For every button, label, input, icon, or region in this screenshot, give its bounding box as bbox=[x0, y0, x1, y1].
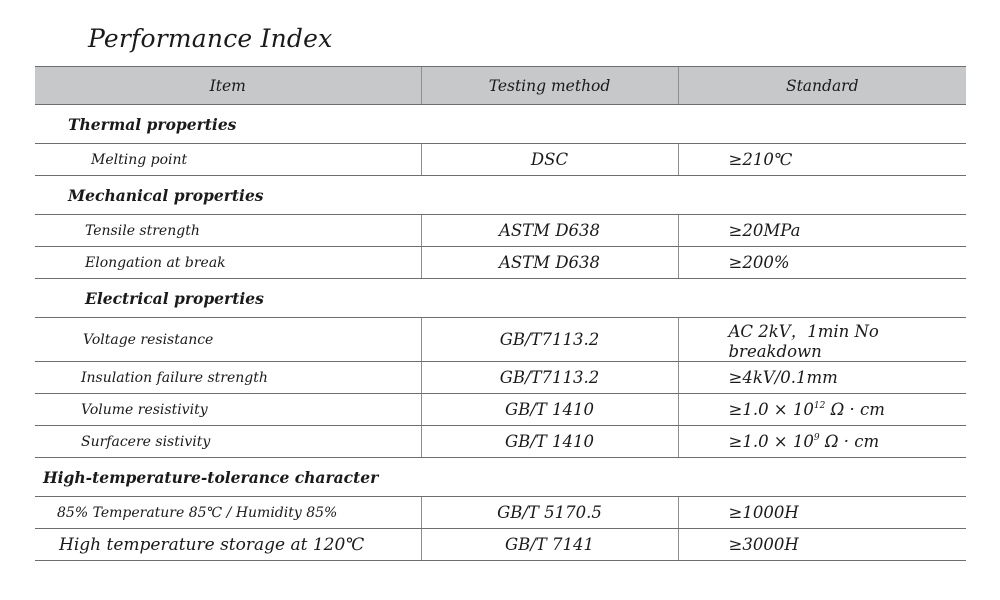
row-method: GB/T 1410 bbox=[421, 394, 678, 426]
row-item: Elongation at break bbox=[35, 247, 421, 279]
table-row bbox=[35, 247, 966, 279]
row-standard: ≥1000H bbox=[678, 497, 966, 529]
row-method: ASTM D638 bbox=[421, 247, 678, 279]
row-standard: ≥200% bbox=[678, 247, 966, 279]
row-method: GB/T 5170.5 bbox=[421, 497, 678, 529]
standard-unit: Ω · cm bbox=[830, 400, 885, 419]
row-item: Insulation failure strength bbox=[35, 362, 421, 394]
table-row bbox=[35, 362, 966, 394]
row-item: Voltage resistance bbox=[35, 318, 421, 362]
section-row-thermal bbox=[35, 105, 966, 144]
standard-unit: Ω · cm bbox=[824, 432, 880, 451]
row-standard bbox=[678, 426, 966, 458]
table-row bbox=[35, 318, 966, 362]
performance-table bbox=[35, 66, 966, 561]
table-header-row bbox=[35, 67, 966, 105]
standard-exponent: 12 bbox=[813, 401, 826, 411]
row-standard: ≥210℃ bbox=[678, 144, 966, 176]
row-method: GB/T 1410 bbox=[421, 426, 678, 458]
row-item: High temperature storage at 120℃ bbox=[35, 529, 421, 561]
section-thermal-label: Thermal properties bbox=[35, 105, 966, 144]
page-title: Performance Index bbox=[88, 24, 333, 53]
header-standard: Standard bbox=[678, 67, 966, 105]
row-item: 85% Temperature 85℃ / Humidity 85% bbox=[35, 497, 421, 529]
row-method: ASTM D638 bbox=[421, 215, 678, 247]
table-row bbox=[35, 215, 966, 247]
row-standard bbox=[678, 394, 966, 426]
header-item: Item bbox=[35, 67, 421, 105]
row-standard: AC 2kV，1min No breakdown bbox=[678, 318, 966, 362]
standard-base: ≥1.0 × 10 bbox=[728, 400, 814, 419]
section-row-high-temp bbox=[35, 458, 966, 497]
row-method: GB/T7113.2 bbox=[421, 318, 678, 362]
table-row bbox=[35, 426, 966, 458]
section-high-temp-label: High-temperature-tolerance character bbox=[35, 458, 966, 497]
row-standard: ≥3000H bbox=[678, 529, 966, 561]
row-item: Surfacere sistivity bbox=[35, 426, 421, 458]
section-mechanical-label: Mechanical properties bbox=[35, 176, 966, 215]
row-item: Tensile strength bbox=[35, 215, 421, 247]
row-method: GB/T7113.2 bbox=[421, 362, 678, 394]
section-row-electrical bbox=[35, 279, 966, 318]
table-row bbox=[35, 529, 966, 561]
table-row bbox=[35, 497, 966, 529]
row-method: GB/T 7141 bbox=[421, 529, 678, 561]
header-testing-method: Testing method bbox=[421, 67, 678, 105]
row-standard: ≥4kV/0.1mm bbox=[678, 362, 966, 394]
standard-exponent: 9 bbox=[813, 433, 820, 443]
table-row bbox=[35, 394, 966, 426]
row-item: Melting point bbox=[35, 144, 421, 176]
section-electrical-label: Electrical properties bbox=[35, 279, 966, 318]
row-standard: ≥20MPa bbox=[678, 215, 966, 247]
table-row bbox=[35, 144, 966, 176]
standard-base: ≥1.0 × 10 bbox=[728, 432, 814, 451]
row-item: Volume resistivity bbox=[35, 394, 421, 426]
section-row-mechanical bbox=[35, 176, 966, 215]
row-method: DSC bbox=[421, 144, 678, 176]
